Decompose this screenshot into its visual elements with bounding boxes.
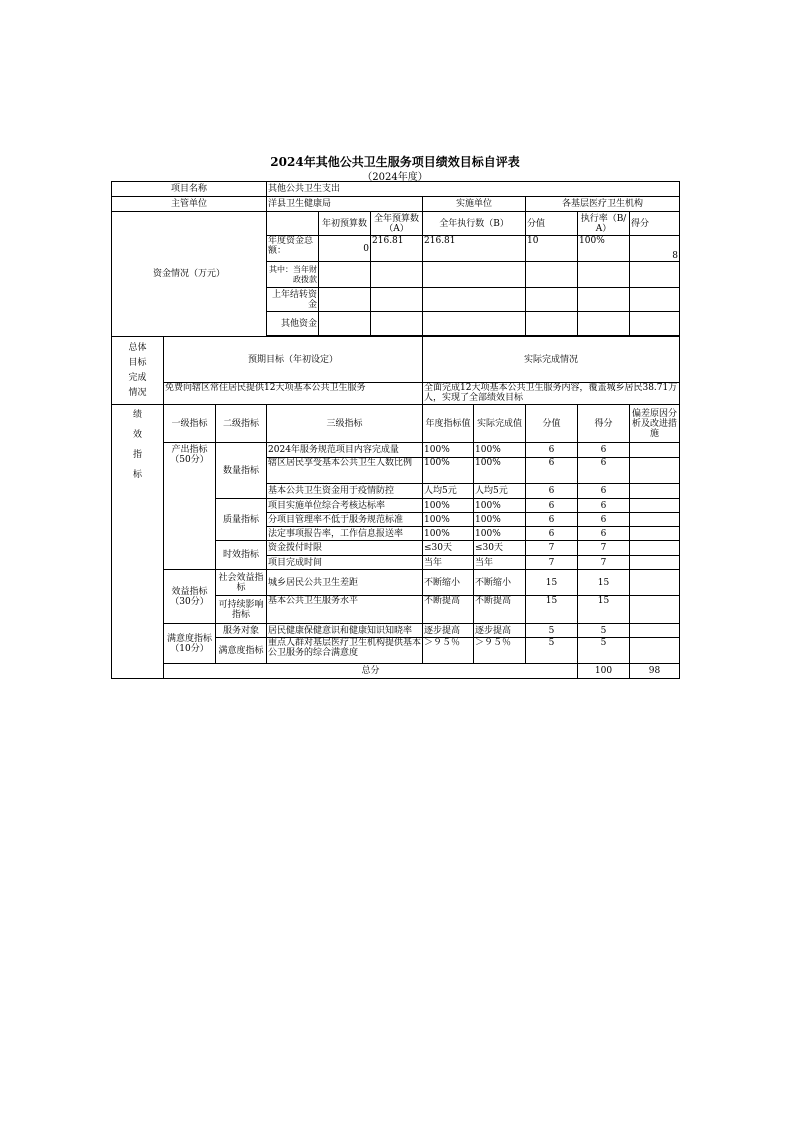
indicator-name: 重点人群对基层医疗卫生机构提供基本公卫服务的综合满意度 — [267, 638, 423, 664]
level2-satisfaction: 满意度指标 — [216, 638, 267, 664]
exec-rate-header: 执行率（B/A） — [578, 212, 630, 236]
indicator-score: 6 — [578, 499, 630, 513]
expected-goal-text: 免费向辖区常住居民提供12大项基本公共卫生服务 — [164, 383, 423, 405]
indicator-name: 分项目管理率不低于服务规范标准 — [267, 513, 423, 527]
indicator-target: ＞９５％ — [423, 638, 474, 664]
score-header: 得分 — [630, 212, 680, 236]
indicator-row — [112, 624, 680, 638]
deviation-header: 偏差原因分析及改进措施 — [630, 405, 680, 443]
impl-value: 各基层医疗卫生机构 — [526, 197, 680, 212]
indicator-actual: 100% — [474, 527, 526, 541]
indicator-deviation — [630, 484, 680, 499]
level3-header: 三级指标 — [267, 405, 423, 443]
indicator-actual: ≤30天 — [474, 541, 526, 556]
goals-label-line: 完成 — [128, 372, 147, 383]
indicator-deviation — [630, 541, 680, 556]
funds-row-full-budget — [371, 288, 423, 312]
indicator-score-value: 5 — [526, 638, 578, 664]
level2-social: 社会效益指标 — [216, 570, 267, 596]
indicator-deviation — [630, 596, 680, 624]
total-label: 总分 — [164, 664, 578, 679]
level2-service-target: 服务对象 — [216, 624, 267, 638]
level1-header: 一级指标 — [164, 405, 216, 443]
indicator-score: 7 — [578, 556, 630, 570]
indicator-target: 100% — [423, 443, 474, 458]
indicator-deviation — [630, 556, 680, 570]
indicator-actual: 100% — [474, 458, 526, 484]
funds-row-initial — [319, 312, 371, 336]
page-title: 2024年其他公共卫生服务项目绩效目标自评表 — [270, 155, 520, 169]
indicators-label-line: 标 — [132, 470, 142, 480]
indicator-actual: 逐步提高 — [474, 624, 526, 638]
indicator-name: 辖区居民享受基本公共卫生人数比例 — [267, 458, 423, 484]
indicator-actual: 不断提高 — [474, 596, 526, 624]
indicator-name: 基本公共卫生服务水平 — [267, 596, 423, 624]
project-dept-row — [112, 197, 680, 212]
funds-row-label: 年度资金总额： — [267, 236, 319, 262]
indicator-target: 100% — [423, 458, 474, 484]
funds-row-exec — [423, 288, 526, 312]
indicator-score: 7 — [578, 541, 630, 556]
level2-sustainable: 可持续影响指标 — [216, 596, 267, 624]
indicator-row — [112, 570, 680, 596]
actual-goal-text: 全面完成12大项基本公共卫生服务内容，覆盖城乡居民38.71万人，实现了全部绩效目标 — [423, 383, 680, 405]
funds-row-rate — [578, 288, 630, 312]
funds-row-score — [630, 262, 680, 288]
funds-row-score-value — [526, 288, 578, 312]
indicator-name: 项目实施单位综合考核达标率 — [267, 499, 423, 513]
indicator-row — [112, 443, 680, 458]
funds-section-label: 资金情况（万元） — [112, 212, 267, 337]
indicators-section-label — [112, 405, 164, 679]
initial-budget-header: 年初预算数 — [319, 212, 371, 236]
indicator-score: 6 — [578, 443, 630, 458]
level2-quantity: 数量指标 — [216, 443, 267, 499]
evaluation-table — [111, 181, 680, 679]
funds-row-score — [630, 288, 680, 312]
full-year-budget-header: 全年预算数（A） — [371, 212, 423, 236]
funds-row-initial: 0 — [319, 236, 371, 262]
funds-row-label: 其中：当年财政拨款 — [267, 262, 319, 288]
indicator-score-value: 15 — [526, 570, 578, 596]
indicator-target: 不断提高 — [423, 596, 474, 624]
indicator-score-value: 6 — [526, 513, 578, 527]
goals-content-row — [112, 383, 680, 405]
indicator-deviation — [630, 527, 680, 541]
target-header: 年度指标值 — [423, 405, 474, 443]
indicator-name: 基本公共卫生资金用于疫情防控 — [267, 484, 423, 499]
goals-header-row — [112, 337, 680, 383]
indicator-actual: 100% — [474, 499, 526, 513]
indicator-deviation — [630, 499, 680, 513]
indicator-target: ≤30天 — [423, 541, 474, 556]
level2-timeliness: 时效指标 — [216, 541, 267, 570]
indicator-name: 项目完成时间 — [267, 556, 423, 570]
indicator-score: 15 — [578, 596, 630, 624]
indicator-score: 6 — [578, 484, 630, 499]
indicator-score-value: 6 — [526, 458, 578, 484]
goals-label-line: 目标 — [128, 357, 147, 368]
project-name-value: 其他公共卫生支出 — [267, 182, 680, 197]
funds-row-label: 其他资金 — [267, 312, 319, 336]
dept-value: 洋县卫生健康局 — [267, 197, 423, 212]
indicator-deviation — [630, 624, 680, 638]
indicator-actual: ＞９５％ — [474, 638, 526, 664]
indicator-score-value: 6 — [526, 527, 578, 541]
total-score: 98 — [630, 664, 680, 679]
indicator-deviation — [630, 513, 680, 527]
indicator-target: 100% — [423, 527, 474, 541]
funds-row-rate: 100% — [578, 236, 630, 262]
indicator-name: 城乡居民公共卫生差距 — [267, 570, 423, 596]
indicator-actual: 100% — [474, 513, 526, 527]
funds-row-rate — [578, 312, 630, 336]
indicator-actual: 人均5元 — [474, 484, 526, 499]
indicator-target: 100% — [423, 499, 474, 513]
indicator-actual: 100% — [474, 443, 526, 458]
funds-row-initial — [319, 288, 371, 312]
funds-row-score-value — [526, 262, 578, 288]
indicator-deviation — [630, 570, 680, 596]
indicator-target: 逐步提高 — [423, 624, 474, 638]
impl-label: 实施单位 — [423, 197, 526, 212]
score-value-header: 分值 — [526, 212, 578, 236]
level2-header: 二级指标 — [216, 405, 267, 443]
indicator-target: 当年 — [423, 556, 474, 570]
indicator-deviation — [630, 443, 680, 458]
funds-row-score-value — [526, 312, 578, 336]
indicator-name: 法定事项报告率，工作信息报送率 — [267, 527, 423, 541]
funds-row-score-value: 10 — [526, 236, 578, 262]
level1-satisfaction: 满意度指标（10分） — [164, 624, 216, 664]
indicator-score-value: 6 — [526, 443, 578, 458]
indicator-score: 15 — [578, 570, 630, 596]
indicator-deviation — [630, 458, 680, 484]
funds-row-full-budget — [371, 312, 423, 336]
indicator-score-value: 7 — [526, 556, 578, 570]
funds-row-score — [630, 312, 680, 336]
project-name-label: 项目名称 — [112, 182, 267, 197]
level2-quality: 质量指标 — [216, 499, 267, 541]
indicator-score: 6 — [578, 527, 630, 541]
level1-output: 产出指标（50分） — [164, 443, 216, 570]
funds-row-score: 8 — [630, 236, 680, 262]
funds-header-row — [112, 212, 680, 236]
indicators-label-line: 效 — [132, 430, 142, 440]
funds-row-exec — [423, 262, 526, 288]
indicator-deviation — [630, 638, 680, 664]
indicator-score-value: 15 — [526, 596, 578, 624]
funds-row-full-budget — [371, 262, 423, 288]
indicator-target: 人均5元 — [423, 484, 474, 499]
indicator-target: 100% — [423, 513, 474, 527]
funds-row-label: 上年结转资金 — [267, 288, 319, 312]
indicator-score-value: 5 — [526, 624, 578, 638]
dept-label: 主管单位 — [112, 197, 267, 212]
indicator-score: 6 — [578, 513, 630, 527]
indicator-score-header: 得分 — [578, 405, 630, 443]
funds-row-rate — [578, 262, 630, 288]
indicator-score: 5 — [578, 624, 630, 638]
indicator-name: 资金拨付时限 — [267, 541, 423, 556]
level1-benefit: 效益指标（30分） — [164, 570, 216, 624]
funds-row-exec — [423, 312, 526, 336]
indicators-label-line: 绩 — [132, 410, 142, 420]
funds-row-exec: 216.81 — [423, 236, 526, 262]
total-row — [112, 664, 680, 679]
funds-header-blank — [267, 212, 319, 236]
indicator-score-value: 6 — [526, 484, 578, 499]
indicator-score-value: 7 — [526, 541, 578, 556]
total-score-value: 100 — [578, 664, 630, 679]
indicator-score-value-header: 分值 — [526, 405, 578, 443]
indicator-actual: 不断缩小 — [474, 570, 526, 596]
indicator-target: 不断缩小 — [423, 570, 474, 596]
indicator-score: 5 — [578, 638, 630, 664]
expected-goal-header: 预期目标（年初设定） — [164, 337, 423, 383]
funds-row-initial — [319, 262, 371, 288]
indicator-score-value: 6 — [526, 499, 578, 513]
full-year-exec-header: 全年执行数（B） — [423, 212, 526, 236]
indicator-name: 2024年服务规范项目内容完成量 — [267, 443, 423, 458]
indicators-header-row — [112, 405, 680, 443]
indicator-score: 6 — [578, 458, 630, 484]
project-name-row — [112, 182, 680, 197]
funds-row-full-budget: 216.81 — [371, 236, 423, 262]
actual-goal-header: 实际完成情况 — [423, 337, 680, 383]
page-subtitle: （2024年度） — [362, 172, 428, 183]
indicators-label-line: 指 — [132, 450, 142, 460]
goals-section-label — [112, 337, 164, 405]
indicator-name: 居民健康保健意识和健康知识知晓率 — [267, 624, 423, 638]
goals-label-line: 情况 — [128, 387, 147, 398]
goals-label-line: 总体 — [128, 342, 147, 353]
actual-header: 实际完成值 — [474, 405, 526, 443]
indicator-actual: 当年 — [474, 556, 526, 570]
